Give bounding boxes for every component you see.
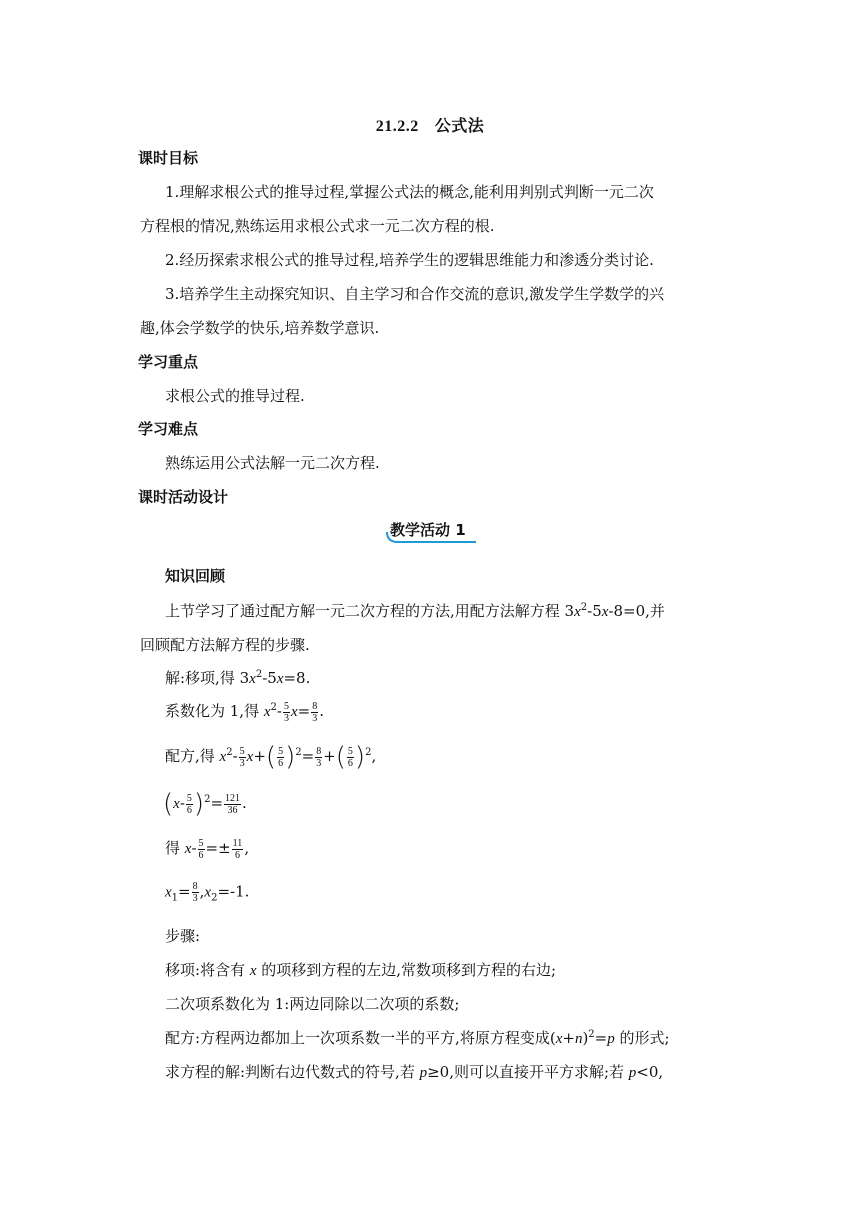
badge-label: 教学活动 1 [390, 521, 466, 539]
heading-key-points: 学习重点 [138, 353, 199, 371]
solution-squared-form: (x- $\frac{5}{6}$ )$^2$= $\frac{121}{36}$ . [163, 789, 247, 819]
goal-3-line-2: 趣,体会学数学的快乐,培养数学意识. [140, 319, 380, 337]
step-normalize: 二次项系数化为 1:两边同除以二次项的系数; [165, 995, 460, 1013]
solution-complete-square: 配方,得 $x^2-$ $\frac{5}{3}$ x+( $\frac{5}{6}$ )$^2$= $\frac{8}{3}$ +( $\frac{5}{6}$ )$^2$, [165, 742, 377, 772]
heading-activity-design: 课时活动设计 [138, 488, 229, 506]
goal-3-line-1: 3.培养学生主动探究知识、自主学习和合作交流的意识,激发学生学数学的兴 [165, 285, 665, 303]
goal-1-line-1: 1.理解求根公式的推导过程,掌握公式法的概念,能利用判别式判断一元二次 [165, 183, 654, 201]
goal-2: 2.经历探索求根公式的推导过程,培养学生的逻辑思维能力和渗透分类讨论. [165, 251, 654, 269]
page-title [0, 113, 860, 136]
solution-roots: $x_1=$ $\frac{8}{3}$ $,x_2=-1$. [165, 881, 250, 904]
step-complete-square: 配方:方程两边都加上一次项系数一半的平方,将原方程变成$(x+n)^2=p$ 的形式; [165, 1029, 670, 1047]
section-number: 21.2.2 [375, 118, 419, 135]
key-point-text: 求根公式的推导过程. [165, 387, 305, 405]
activity-badge [384, 518, 478, 544]
step-move-terms: 移项:将含有 x 的项移到方程的左边,常数项移到方程的右边; [165, 961, 557, 979]
steps-label: 步骤: [165, 927, 201, 945]
goal-1-line-2: 方程根的情况,熟练运用求根公式求一元二次方程的根. [140, 217, 495, 235]
difficulty-text: 熟练运用公式法解一元二次方程. [165, 454, 380, 472]
solution-move-terms: 解:移项,得 $3x^2-5x=8$. [165, 669, 311, 687]
review-intro-line-2: 回顾配方法解方程的步骤. [140, 636, 310, 654]
solution-root-step: 得 x- $\frac{5}{6}$ =± $\frac{11}{6}$ , [165, 837, 250, 861]
section-title: 公式法 [434, 116, 485, 135]
heading-goals: 课时目标 [138, 149, 199, 167]
step-solve: 求方程的解:判断右边代数式的符号,若 p≥0,则可以直接开平方求解;若 p<0, [165, 1063, 664, 1081]
heading-difficulties: 学习难点 [138, 420, 199, 438]
heading-review: 知识回顾 [165, 567, 226, 585]
review-intro-line-1: 上节学习了通过配方解一元二次方程的方法,用配方法解方程 $3x^2-5x-8=0$,并 [165, 602, 665, 620]
solution-normalize: 系数化为 1,得 $x^2-$ $\frac{5}{3}$ x= $\frac{8}{3}$ . [165, 700, 325, 724]
